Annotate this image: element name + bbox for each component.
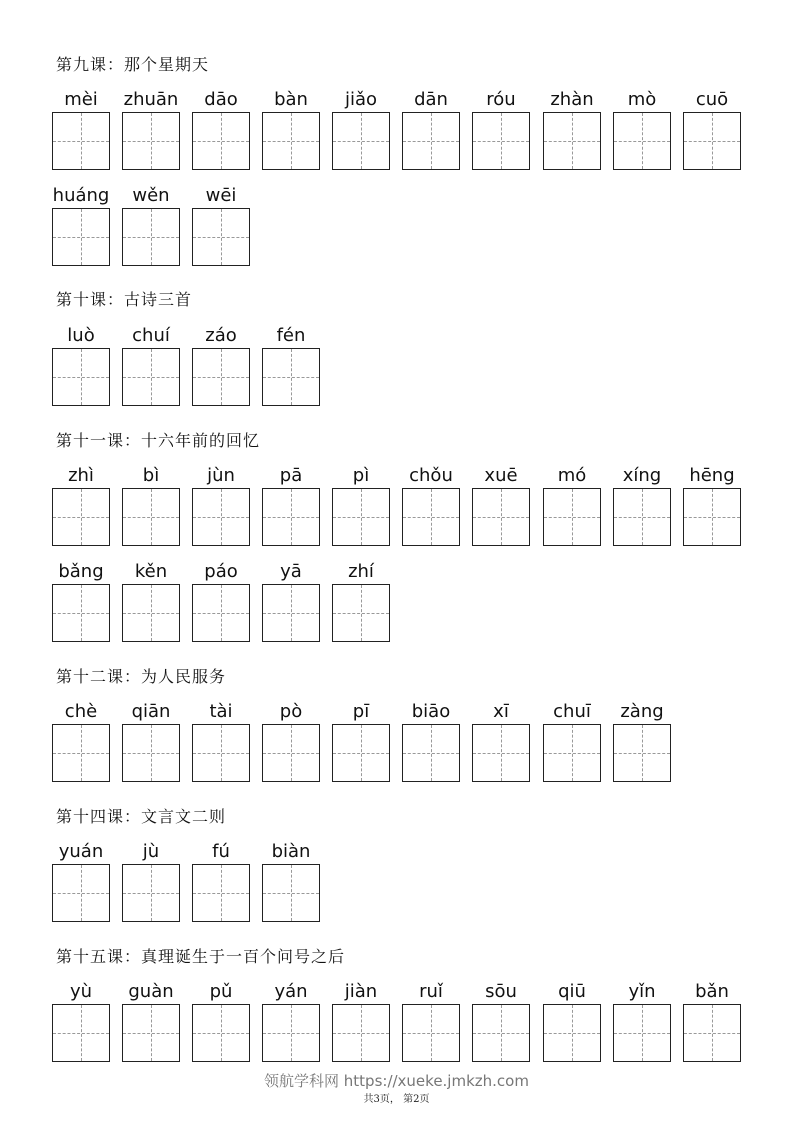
pinyin-label: qiān [131,701,171,722]
tianzige-writing-box[interactable] [683,112,741,170]
pinyin-label: pā [279,465,303,486]
pinyin-label: yù [69,981,93,1002]
tianzige-writing-box[interactable] [52,724,110,782]
pinyin-label: wēi [205,185,237,206]
character-cell [122,560,180,584]
character-cell [402,980,460,1004]
tianzige-writing-box[interactable] [52,864,110,922]
tianzige-writing-box[interactable] [122,864,180,922]
tianzige-writing-box[interactable] [332,724,390,782]
tianzige-writing-box[interactable] [683,488,741,546]
pinyin-label: jù [142,841,160,862]
character-cell [122,88,180,112]
tianzige-writing-box[interactable] [192,864,250,922]
pinyin-label: bǎn [695,981,729,1002]
pinyin-label: hēng [689,465,735,486]
pinyin-label: zhuān [123,89,179,110]
tianzige-writing-box[interactable] [192,488,250,546]
character-cell [262,980,320,1004]
tianzige-writing-box[interactable] [122,724,180,782]
tianzige-writing-box[interactable] [402,488,460,546]
pinyin-label: jùn [207,465,235,486]
pinyin-label: bì [142,465,160,486]
pinyin-label: tài [209,701,233,722]
character-cell [192,560,250,584]
character-cell [402,700,460,724]
character-cell [262,560,320,584]
character-cell [262,840,320,864]
character-cell [332,464,390,488]
character-cell [192,464,250,488]
pinyin-label: bàn [274,89,308,110]
pinyin-label: mó [557,465,587,486]
pinyin-label: sōu [485,981,517,1002]
tianzige-writing-box[interactable] [613,488,671,546]
character-cell [332,700,390,724]
tianzige-writing-box[interactable] [122,1004,180,1062]
tianzige-writing-box[interactable] [262,1004,320,1062]
pinyin-label: dāo [204,89,238,110]
character-cell [262,88,320,112]
tianzige-writing-box[interactable] [52,1004,110,1062]
character-cell [613,464,671,488]
pinyin-label: pī [352,701,370,722]
character-cell [122,464,180,488]
tianzige-writing-box[interactable] [332,584,390,642]
character-cell [402,88,460,112]
pinyin-label: zàng [620,701,664,722]
pinyin-label: yǐn [628,981,656,1002]
pinyin-label: chǒu [409,465,453,486]
tianzige-writing-box[interactable] [683,1004,741,1062]
tianzige-writing-box[interactable] [472,112,530,170]
tianzige-writing-box[interactable] [402,1004,460,1062]
tianzige-writing-box[interactable] [122,348,180,406]
footer-page-number: 共3页， 第2页 [363,1094,430,1105]
character-cell [472,700,530,724]
tianzige-writing-box[interactable] [192,112,250,170]
character-cell [52,980,110,1004]
tianzige-writing-box[interactable] [122,208,180,266]
character-cell [192,184,250,208]
tianzige-writing-box[interactable] [52,488,110,546]
character-cell [52,184,110,208]
pinyin-label: xíng [622,465,662,486]
tianzige-writing-box[interactable] [332,488,390,546]
lesson-title: 第十课：古诗三首 [56,290,193,309]
tianzige-writing-box[interactable] [262,864,320,922]
tianzige-writing-box[interactable] [192,1004,250,1062]
pinyin-label: qiū [558,981,586,1002]
character-cell [472,464,530,488]
character-cell [192,980,250,1004]
pinyin-label: biāo [411,701,451,722]
pinyin-label: ruǐ [419,981,443,1002]
character-cell [613,980,671,1004]
character-cell [613,700,671,724]
character-cell [122,184,180,208]
character-cell [332,560,390,584]
tianzige-writing-box[interactable] [472,724,530,782]
pinyin-label: fú [212,841,230,862]
character-cell [52,560,110,584]
pinyin-label: pì [352,465,370,486]
character-cell [262,464,320,488]
tianzige-writing-box[interactable] [262,724,320,782]
pinyin-label: chuí [132,325,170,346]
tianzige-writing-box[interactable] [52,348,110,406]
tianzige-writing-box[interactable] [402,724,460,782]
pinyin-label: záo [205,325,237,346]
character-cell [543,980,601,1004]
tianzige-writing-box[interactable] [122,112,180,170]
tianzige-writing-box[interactable] [402,112,460,170]
pinyin-label: pò [279,701,303,722]
tianzige-writing-box[interactable] [122,584,180,642]
tianzige-writing-box[interactable] [192,584,250,642]
pinyin-label: dān [414,89,448,110]
tianzige-writing-box[interactable] [262,348,320,406]
character-cell [543,464,601,488]
tianzige-writing-box[interactable] [122,488,180,546]
pinyin-label: wěn [132,185,170,206]
lesson-title: 第十一课：十六年前的回忆 [56,431,261,450]
tianzige-writing-box[interactable] [613,1004,671,1062]
pinyin-label: yán [274,981,308,1002]
tianzige-writing-box[interactable] [52,112,110,170]
character-cell [332,88,390,112]
character-cell [472,980,530,1004]
tianzige-writing-box[interactable] [472,1004,530,1062]
character-cell [192,88,250,112]
tianzige-writing-box[interactable] [472,488,530,546]
lesson-title: 第十五课：真理诞生于一百个问号之后 [56,947,346,966]
tianzige-writing-box[interactable] [543,1004,601,1062]
tianzige-writing-box[interactable] [332,112,390,170]
pinyin-label: yuán [58,841,104,862]
pinyin-label: guàn [128,981,174,1002]
character-cell [262,324,320,348]
character-cell [262,700,320,724]
character-cell [613,88,671,112]
lesson-title: 第九课：那个星期天 [56,55,210,74]
pinyin-label: chuī [553,701,591,722]
character-cell [683,88,741,112]
tianzige-writing-box[interactable] [192,724,250,782]
character-cell [52,700,110,724]
pinyin-label: chè [64,701,98,722]
pinyin-label: mèi [64,89,98,110]
tianzige-writing-box[interactable] [613,724,671,782]
pinyin-label: bǎng [58,561,104,582]
pinyin-label: fén [276,325,306,346]
tianzige-writing-box[interactable] [543,488,601,546]
lesson-title: 第十二课：为人民服务 [56,667,227,686]
tianzige-writing-box[interactable] [543,724,601,782]
tianzige-writing-box[interactable] [52,584,110,642]
character-cell [472,88,530,112]
character-cell [683,980,741,1004]
tianzige-writing-box[interactable] [543,112,601,170]
character-cell [52,324,110,348]
character-cell [543,700,601,724]
tianzige-writing-box[interactable] [332,1004,390,1062]
pinyin-label: jiǎo [344,89,378,110]
pinyin-label: cuō [695,89,729,110]
tianzige-writing-box[interactable] [613,112,671,170]
tianzige-writing-box[interactable] [52,208,110,266]
pinyin-label: huáng [52,185,110,206]
pinyin-label: páo [204,561,238,582]
pinyin-label: zhì [68,465,94,486]
pinyin-label: róu [486,89,516,110]
character-cell [332,980,390,1004]
character-cell [122,324,180,348]
character-cell [683,464,741,488]
tianzige-writing-box[interactable] [192,348,250,406]
pinyin-label: jiàn [344,981,378,1002]
lesson-title: 第十四课：文言文二则 [56,807,227,826]
character-cell [402,464,460,488]
footer-site: 领航学科网 https://xueke.jmkzh.com [264,1072,529,1090]
tianzige-writing-box[interactable] [192,208,250,266]
character-cell [52,840,110,864]
tianzige-writing-box[interactable] [262,112,320,170]
character-cell [52,464,110,488]
pinyin-label: biàn [271,841,311,862]
tianzige-writing-box[interactable] [262,584,320,642]
pinyin-label: yā [280,561,302,582]
character-cell [192,324,250,348]
character-cell [192,700,250,724]
character-cell [122,980,180,1004]
pinyin-label: kěn [134,561,168,582]
pinyin-label: pǔ [209,981,233,1002]
character-cell [192,840,250,864]
character-cell [543,88,601,112]
character-cell [122,840,180,864]
pinyin-label: mò [627,89,657,110]
pinyin-label: xuē [484,465,518,486]
pinyin-label: luò [67,325,95,346]
pinyin-label: zhí [348,561,374,582]
pinyin-label: zhàn [550,89,594,110]
pinyin-label: xī [493,701,509,722]
character-cell [52,88,110,112]
character-cell [122,700,180,724]
tianzige-writing-box[interactable] [262,488,320,546]
